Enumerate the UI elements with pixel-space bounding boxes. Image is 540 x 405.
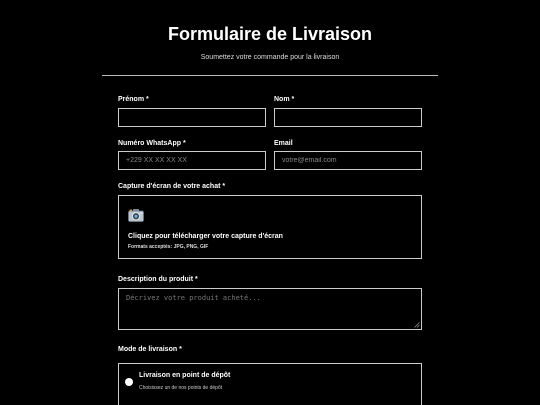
email-label: Email (274, 140, 293, 147)
screenshot-upload-zone[interactable] (118, 195, 422, 259)
upload-label: Capture d'écran de votre achat * (118, 183, 226, 190)
prenom-label: Prénom * (118, 96, 149, 103)
email-input[interactable] (274, 151, 422, 170)
upload-formats: Formats acceptés: JPG, PNG, GIF (128, 244, 209, 250)
delivery-option-title: Livraison en point de dépôt (139, 372, 231, 379)
delivery-label: Mode de livraison * (118, 346, 182, 353)
header-divider (102, 75, 438, 76)
camera-icon (128, 208, 144, 222)
resize-handle-icon[interactable] (414, 322, 420, 328)
page-title: Formulaire de Livraison (167, 24, 373, 44)
nom-input[interactable] (274, 108, 422, 127)
nom-label: Nom * (274, 96, 295, 103)
delivery-option-depot[interactable] (118, 363, 422, 405)
upload-title: Cliquez pour télécharger votre capture d'écran (128, 233, 283, 240)
radio-button[interactable] (125, 378, 133, 386)
page-subtitle: Soumettez votre commande pour la livraison (200, 54, 340, 61)
description-textarea[interactable] (118, 288, 422, 330)
delivery-option-subtitle: Choisissez un de nos points de dépôt (139, 385, 223, 391)
description-label: Description du produit * (118, 276, 198, 283)
whatsapp-label: Numéro WhatsApp * (118, 140, 186, 147)
whatsapp-input[interactable] (118, 151, 266, 170)
prenom-input[interactable] (118, 108, 266, 127)
